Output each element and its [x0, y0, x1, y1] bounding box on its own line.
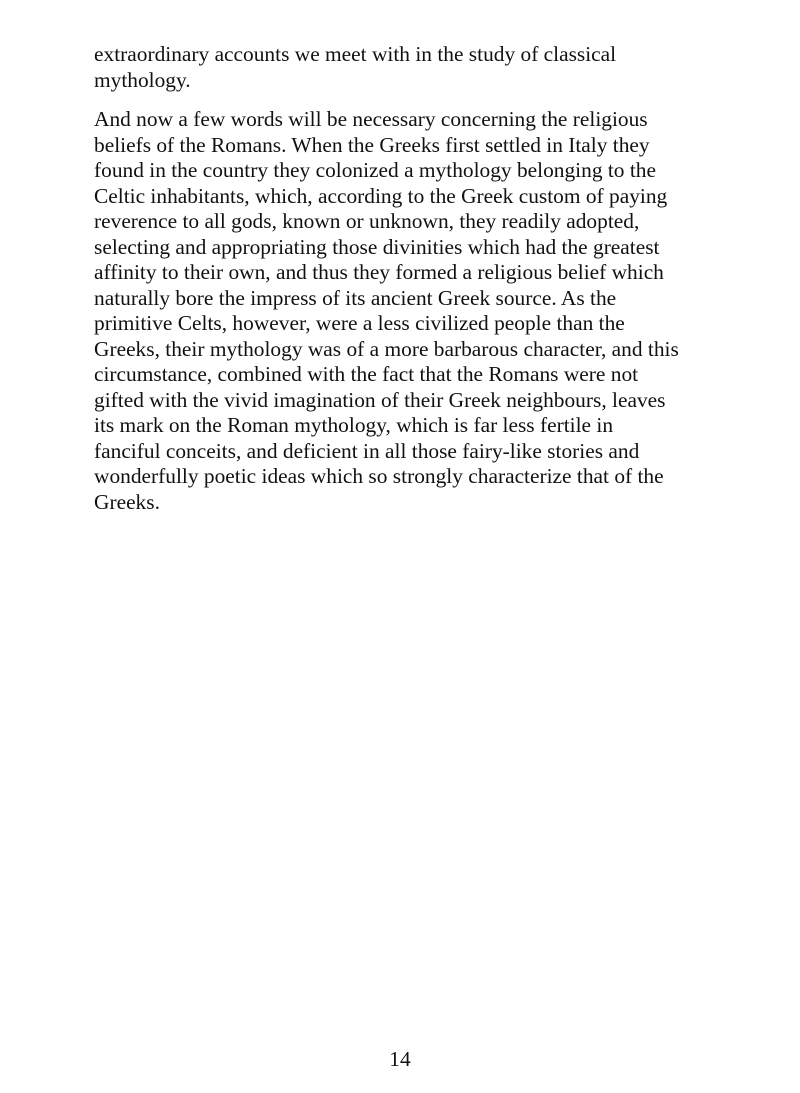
text-line: wonderfully poetic ideas which so strongly characterize that of the	[94, 464, 664, 488]
text-line: fanciful conceits, and deficient in all those fairy-like stories and	[94, 438, 640, 463]
text-line: naturally bore the impress of its ancient Greek source. As the	[94, 285, 617, 310]
text-line: reverence to all gods, known or unknown, they readily adopted,	[94, 209, 640, 233]
text-line: Greeks.	[94, 489, 160, 514]
text-line: circumstance, combined with the fact that the Romans were not	[94, 362, 639, 386]
page-number: 14	[389, 1047, 411, 1071]
text-line: mythology.	[94, 67, 191, 92]
text-line: Celtic inhabitants, which, according to the Greek custom of paying	[94, 183, 668, 208]
text-line: beliefs of the Romans. When the Greeks first settled in Italy they	[94, 132, 650, 157]
text-line: extraordinary accounts we meet with in the study of classical	[94, 42, 617, 66]
text-line: And now a few words will be necessary concerning the religious	[94, 107, 648, 131]
text-line: gifted with the vivid imagination of their Greek neighbours, leaves	[94, 387, 666, 412]
text-line: its mark on the Roman mythology, which is far less fertile in	[94, 413, 614, 437]
text-line: found in the country they colonized a mythology belonging to the	[94, 158, 656, 182]
text-line: selecting and appropriating those divinities which had the greatest	[94, 234, 660, 259]
paragraph-1	[94, 42, 706, 93]
text-line: primitive Celts, however, were a less civilized people than the	[94, 311, 625, 335]
paragraph-2	[94, 107, 706, 515]
text-line: affinity to their own, and thus they formed a religious belief which	[94, 260, 664, 284]
text-line: Greeks, their mythology was of a more barbarous character, and this	[94, 336, 679, 361]
body-text	[94, 42, 706, 515]
